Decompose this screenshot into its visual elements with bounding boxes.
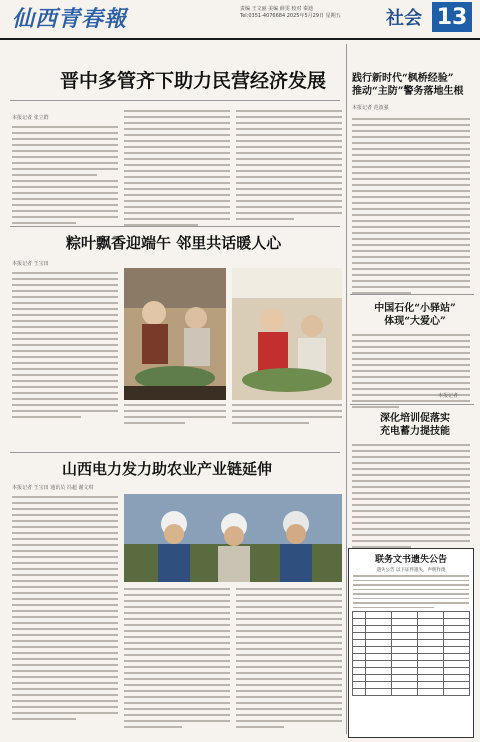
masthead-info bbox=[240, 6, 380, 20]
main-byline: 本报记者 张立群 bbox=[12, 115, 49, 121]
side2-article-text bbox=[352, 334, 470, 412]
dumpling-photo bbox=[124, 268, 226, 400]
middle-byline: 本报记者 王宝田 bbox=[12, 261, 49, 267]
divider bbox=[10, 100, 340, 101]
side2-headline-line-2: 体现“大爱心” bbox=[384, 316, 446, 327]
bottom-article-col-1 bbox=[12, 496, 118, 724]
divider bbox=[350, 294, 474, 295]
masthead-contact: Tel:0351-4076684 2025年5月29日 星期五 bbox=[240, 13, 341, 19]
side1-byline: 本报记者 范波强 bbox=[352, 105, 389, 111]
masthead-editors: 责编 王文丽 美编 薛雯 校对 秦迪 bbox=[240, 6, 313, 12]
bottom-headline: 山西电力发力助农业产业链延伸 bbox=[62, 460, 273, 478]
side2-headline-line-1: 中国石化“小驿站” bbox=[374, 303, 456, 314]
newspaper-logo: 仙西青春報 bbox=[12, 6, 128, 32]
side1-article-text bbox=[352, 118, 470, 298]
ad-title: 联务文书遗失公告 bbox=[374, 555, 447, 565]
divider bbox=[10, 226, 340, 227]
ad-subtitle: 遗失公告 以下证件遗失，声明作废 bbox=[376, 568, 446, 573]
side3-headline bbox=[360, 412, 470, 438]
bottom-byline: 本报记者 王宝田 通讯员 冯超 谢文琪 bbox=[12, 485, 94, 491]
side2-byline: 本报记者 bbox=[438, 393, 459, 399]
main-headline: 晋中多管齐下助力民营经济发展 bbox=[60, 70, 327, 92]
bottom-article-col-2 bbox=[124, 588, 230, 732]
masthead bbox=[0, 0, 480, 40]
bottom-article-col-3 bbox=[236, 588, 342, 732]
section-title: 社会 bbox=[386, 8, 422, 29]
ad-table bbox=[352, 611, 470, 696]
column-divider bbox=[346, 44, 347, 734]
page-number: 13 bbox=[432, 2, 472, 32]
main-article-col-3 bbox=[236, 110, 342, 224]
middle-article-col-3 bbox=[232, 404, 342, 428]
divider bbox=[350, 404, 474, 405]
side1-headline-line-1: 践行新时代“枫桥经验” bbox=[352, 73, 454, 84]
workers-photo bbox=[124, 494, 342, 582]
side3-headline-line-2: 充电蓄力提技能 bbox=[380, 426, 450, 437]
side2-headline bbox=[360, 302, 470, 328]
middle-article-col-2 bbox=[124, 404, 226, 428]
divider bbox=[10, 452, 340, 453]
middle-article-col-1 bbox=[12, 272, 118, 422]
side1-headline bbox=[352, 72, 476, 98]
ad-text bbox=[353, 575, 469, 608]
side1-headline-line-2: 推动“主防”警务落地生根 bbox=[352, 86, 464, 97]
side3-headline-line-1: 深化培训促落实 bbox=[380, 413, 450, 424]
notice-ad-box bbox=[348, 548, 474, 738]
middle-headline: 粽叶飘香迎端午 邻里共话暖人心 bbox=[66, 234, 282, 252]
community-photo bbox=[232, 268, 342, 400]
side3-article-text bbox=[352, 444, 470, 552]
main-article-col-2 bbox=[124, 110, 230, 230]
main-article-col-1 bbox=[12, 126, 118, 228]
